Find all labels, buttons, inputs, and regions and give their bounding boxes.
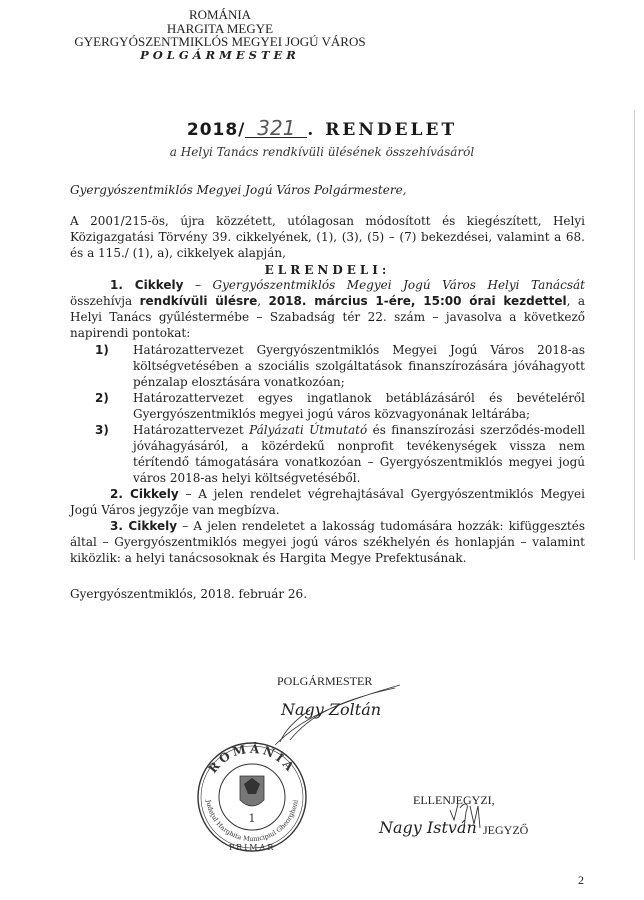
agenda-item-number: 1) [95, 343, 109, 357]
legal-basis: A 2001/215-ös, újra közzétett, utólagosan módosított és kiegészített, Helyi Közigazgatási Törvény 39. cikkelyének, (1), (3), (5) – (7) bekezdései, valamint a 68. és a 115./ (1), a), cikkelyek alapján, [70, 214, 585, 260]
article-1-date: 2018. március 1-ére, 15:00 órai kezdettel [268, 294, 567, 308]
article-1-text3: , a Helyi Tanács gyűléstermébe – Szabadság tér 22. szám – javasolva a következő napirendi pontokat: [70, 294, 585, 340]
mayor-name: Nagy Zoltán [281, 700, 382, 719]
article-1-label: 1. Cikkely [110, 278, 184, 292]
agenda-item-text-after: és finanszírozási szerződés-modell jóváhagyásáról, a közérdekű nonprofit tevékenységek vissza nem térítendő támogatására vonatkozóan – Gyergyószentmiklós megyei jogú város 2018-as helyi költségvetéséből. [133, 423, 585, 485]
stamp-top-text: ROMÂNIA [205, 741, 299, 776]
article-2 [70, 486, 585, 518]
article-1-text1: összehívja [70, 294, 140, 308]
stamp-ring-text: Judeţul Harghita Municipiul Gheorgheni [204, 799, 300, 844]
agenda-item-number: 2) [95, 391, 109, 405]
scan-edge-line [634, 110, 635, 560]
article-1-bold: rendkívüli ülésre [139, 294, 258, 308]
article-1-dash: – [183, 278, 213, 292]
svg-text:ROMÂNIA [206, 741, 299, 776]
agenda-item-number: 3) [95, 423, 109, 437]
article-3-text: – A jelen rendeletet a lakosság tudomására hozzák: kifüggesztés által – Gyergyószentmiklós megyei jogú város székhelyén és honlapján – valamint kiközlik: a helyi tanácsosoknak és Hargita Megye Prefektusának. [70, 519, 585, 565]
page-number: 2 [578, 873, 584, 887]
agenda-item [70, 342, 585, 390]
stamp-bottom-text: PRIMAR [228, 843, 276, 852]
header-county: HARGITA MEGYE [166, 21, 274, 36]
official-stamp [192, 740, 312, 855]
place-date: Gyergyószentmiklós, 2018. február 26. [70, 587, 308, 601]
title-suffix: . RENDELET [307, 120, 458, 140]
article-3 [70, 518, 585, 566]
decree-heading: ELRENDELI: [264, 263, 391, 277]
mayor-title: POLGÁRMESTER [277, 674, 373, 688]
article-1 [70, 277, 585, 566]
agenda-item [70, 390, 585, 422]
article-3-label: 3. Cikkely [110, 519, 178, 533]
issuer-line: Gyergyószentmiklós Megyei Jogú Város Polgármestere, [70, 183, 407, 197]
agenda-item [70, 422, 585, 486]
countersign-label: ELLENJEGYZI, [413, 793, 495, 807]
agenda-item-text: Határozattervezet Gyergyószentmiklós Megyei Jogú Város 2018-as költségvetésében a szociális szolgáltatások finanszírozására jóváhagyott pénzalap elosztására vonatkozóan; [133, 343, 585, 389]
agenda-item-text-before: Határozattervezet [133, 423, 250, 437]
article-1-text2: , [257, 294, 269, 308]
document-subtitle: a Helyi Tanács rendkívüli ülésének összehívásáról [169, 145, 475, 159]
article-2-label: 2. Cikkely [110, 487, 179, 501]
header-country: ROMÁNIA [188, 7, 252, 22]
document-title [0, 116, 644, 140]
header-office: POLGÁRMESTER [140, 48, 300, 62]
title-prefix: 2018/ [186, 120, 246, 140]
article-1-italic: Gyergyószentmiklós Megyei Jogú Város Helyi Tanácsát [212, 278, 585, 292]
notary-title: JEGYZŐ [483, 823, 529, 837]
article-2-text: – A jelen rendelet végrehajtásával Gyergyószentmiklós Megyei Jogú Város jegyzője van megbízva. [70, 487, 585, 517]
header-city: GYERGYÓSZENTMIKLÓS MEGYEI JOGÚ VÁROS [74, 34, 366, 49]
handwritten-number: 321 [245, 119, 307, 138]
agenda-item-text: Határozattervezet egyes ingatlanok betáblázásáról és bevételéről Gyergyószentmiklós megyei jogú város közvagyonának leltárába; [133, 391, 585, 421]
stamp-number: 1 [248, 812, 256, 825]
notary-name: Nagy István [379, 818, 477, 837]
agenda-item-italic: Pályázati Útmutató [249, 423, 368, 437]
